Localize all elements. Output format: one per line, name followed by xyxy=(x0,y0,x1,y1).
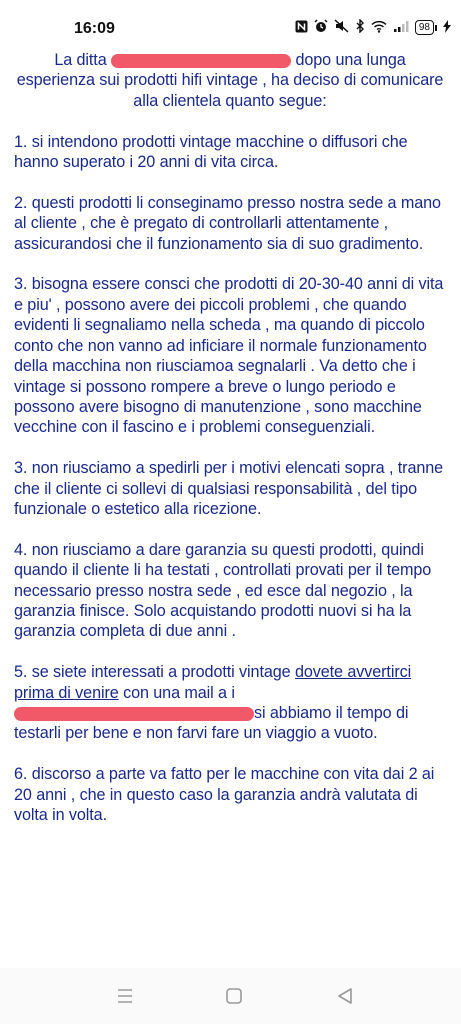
point-3b: 3. non riusciamo a spedirli per i motivi elencati sopra , tranne che il cliente ci sollevi di qualsiasi responsabilità , del tipo funzionale o estetico alla ricezione. xyxy=(14,459,444,518)
intro-rest: dopo una lunga esperienza sui prodotti hifi vintage , ha deciso di comunicare alla clientela quanto segue: xyxy=(16,51,444,110)
point-5-end: si abbiamo il tempo di testarli per bene e non farvi fare un viaggio a vuoto. xyxy=(14,704,409,743)
nfc-icon xyxy=(295,20,308,36)
point-5 xyxy=(14,662,454,744)
redacted-company-name xyxy=(111,54,291,68)
menu-icon[interactable] xyxy=(113,984,137,1008)
status-time: 16:09 xyxy=(74,20,115,37)
home-icon[interactable] xyxy=(222,984,246,1008)
intro-start: La ditta xyxy=(54,51,107,69)
bluetooth-icon xyxy=(355,19,365,36)
point-2: 2. questi prodotti li conseginamo presso nostra sede a mano al cliente , che è pregato di controllarli attentamente , assicurandosi che il funzionamento sia di suo gradimento. xyxy=(14,193,441,253)
battery-icon xyxy=(415,20,437,35)
point-5-mid: con una mail a xyxy=(118,683,227,702)
status-bar xyxy=(0,0,461,44)
redacted-email xyxy=(14,707,254,721)
intro-paragraph xyxy=(14,50,454,111)
point-1: 1. si intendono prodotti vintage macchine o diffusori che hanno superato i 20 anni di vita circa. xyxy=(14,132,408,172)
signal-icon xyxy=(393,20,409,36)
mute-icon xyxy=(334,19,349,36)
point-4: 4. non riusciamo a dare garanzia su questi prodotti, quindi quando il cliente li ha testati , controllati provati per il tempo necessario presso nostra sede , ed esce dal negozio , la garanzia finisce. Solo acquistando prodotti nuovi si ha la garanzia completa di due anni . xyxy=(14,540,432,641)
point-5-start: 5. se siete interessati a prodotti vintage xyxy=(14,663,291,682)
alarm-icon xyxy=(314,19,328,36)
status-icons xyxy=(295,19,451,36)
battery-level: 98 xyxy=(415,20,434,35)
charging-icon xyxy=(443,20,451,36)
point-3: 3. bisogna essere consci che prodotti di 20-30-40 anni di vita e piu' , possono avere dei piccoli problemi , che quando evidenti li segnaliamo nella scheda , ma quando di piccolo conto che non vanno ad inficiare il normale funzionamento della macchina non riusciamoa segnalarli . Va detto che i vintage si possono rompere a breve o lungo periodo e possono avere bisogno di manutenzione , sono macchine vecchine con il fascino e i problemi conseguenziali. xyxy=(14,275,444,437)
navigation-bar xyxy=(0,968,461,1024)
wifi-icon xyxy=(371,20,387,36)
point-5-email-start: i xyxy=(231,683,235,702)
point-5-underlined: dovete avvertirci prima di venire xyxy=(14,663,412,702)
document-body xyxy=(14,50,454,825)
point-6: 6. discorso a parte va fatto per le macchine con vita dai 2 ai 20 anni , che in questo caso la garanzia andrà valutata di volta in volta. xyxy=(14,765,435,825)
back-icon[interactable] xyxy=(333,984,357,1008)
